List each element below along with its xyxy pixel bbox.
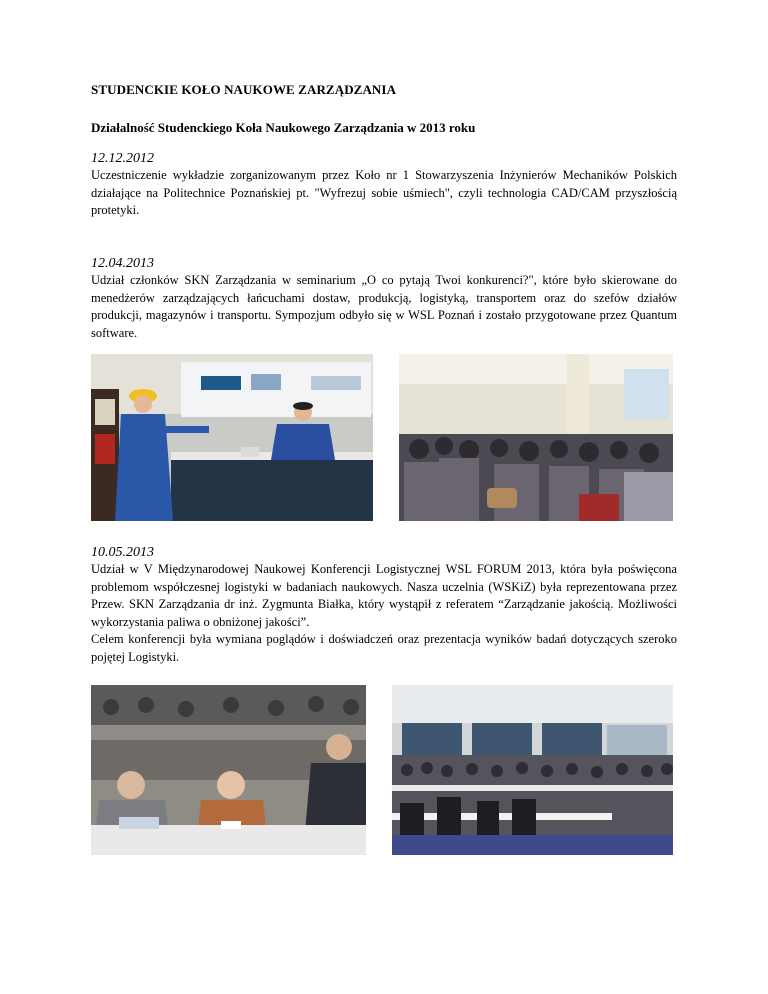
entry-text bbox=[91, 167, 677, 220]
entry-date: 12.12.2012 bbox=[91, 151, 154, 166]
entry-date: 10.05.2013 bbox=[91, 545, 154, 560]
conference-front-row-photo bbox=[91, 685, 366, 855]
entry-paragraph: Udział członków SKN Zarządzania w seminarium „O co pytają Twoi konkurenci?", które było skierowane do menedżerów zarządzających łańcuchami dostaw, produkcją, logistyką, transportem oraz do szefów działów produkcji, magazynów i transportu. Sympozjum odbyło się w WSL Poznań i zostało przygotowane przez Quantum software. bbox=[91, 273, 677, 340]
entry-text bbox=[91, 272, 677, 342]
seminar-audience-photo bbox=[399, 354, 673, 521]
conference-hall-photo bbox=[392, 685, 673, 855]
document-heading: STUDENCKIE KOŁO NAUKOWE ZARZĄDZANIA bbox=[91, 82, 397, 97]
entry-paragraph: Celem konferencji była wymiana poglądów i doświadczeń oraz prezentacja wyników badań dotyczących szeroko pojętej Logistyki. bbox=[91, 632, 677, 664]
document-subheading: Działalność Studenckiego Koła Naukowego Zarządzania w 2013 roku bbox=[91, 120, 476, 135]
entry-paragraph: Uczestniczenie wykładzie zorganizowanym przez Koło nr 1 Stowarzyszenia Inżynierów Mechaników Polskich działające na Politechnice Poznańskiej pt. "Wyfrezuj sobie uśmiech", czyli technologia CAD/CAM przyszłością protetyki. bbox=[91, 168, 677, 217]
entry-date: 12.04.2013 bbox=[91, 256, 154, 271]
entry-text bbox=[91, 561, 677, 666]
entry-paragraph: Udział w V Międzynarodowej Naukowej Konferencji Logistycznej WSL FORUM 2013, która była poświęcona problemom współczesnej logistyki w badaniach naukowych. Nasza uczelnia (WSKiZ) była reprezentowana przez Przew. SKN Zarządzania dr inż. Zygmunta Białka, który wystąpił z referatem “Zarządzanie jakością. Możliwości wykorzystania paliwa o obniżonej jakości”. bbox=[91, 562, 677, 629]
seminar-presenters-photo bbox=[91, 354, 373, 521]
